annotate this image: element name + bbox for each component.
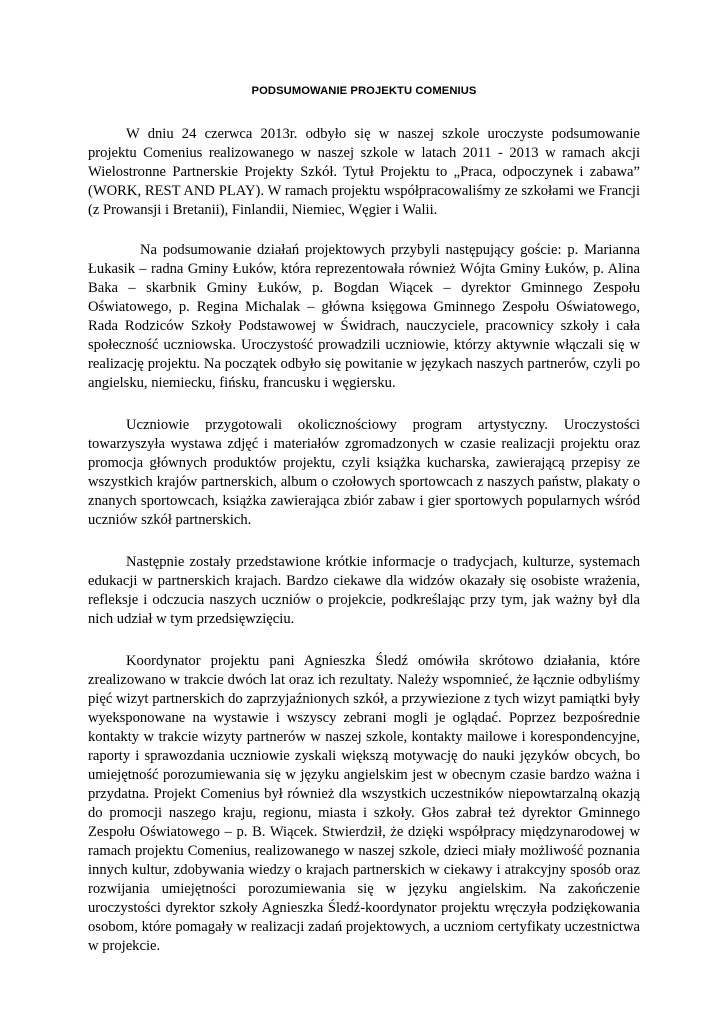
document-page: [88, 84, 640, 956]
paragraph-summary-intro: W dniu 24 czerwca 2013r. odbyło się w naszej szkole uroczyste podsumowanie projektu Comenius realizowanego w naszej szkole w latach 2011 - 2013 w ramach akcji Wielostronne Partnerskie Projekty Szkół. Tytuł Projektu to „Praca, odpoczynek i zabawa” (WORK, REST AND PLAY). W ramach projektu współpracowaliśmy ze szkołami we Francji (z Prowansji i Bretanii), Finlandii, Niemiec, Węgier i Walii.: [88, 126, 640, 218]
paragraph-artistic-program: Uczniowie przygotowali okolicznościowy program artystyczny. Uroczystości towarzyszyła wystawa zdjęć i materiałów zgromadzonych w czasie realizacji projektu oraz promocja głównych produktów projektu, czyli książka kucharska, zawierającą przepisy ze wszystkich krajów partnerskich, album o czołowych sportowcach z naszych państw, plakaty o znanych sportowcach, książka zawierająca zbiór zabaw i gier sportowych popularnych wśród uczniów szkół partnerskich.: [88, 417, 640, 528]
paragraph-guests: Na podsumowanie działań projektowych przybyli następujący goście: p. Marianna Łukasik – radna Gminy Łuków, która reprezentowała również Wójta Gminy Łuków, p. Alina Baka – skarbnik Gminy Łuków, p. Bogdan Wiącek – dyrektor Gminnego Zespołu Oświatowego, p. Regina Michalak – główna księgowa Gminnego Zespołu Oświatowego, Rada Rodziców Szkoły Podstawowej w Świdrach, nauczyciele, pracownicy szkoły i cała społeczność uczniowska. Uroczystość prowadzili uczniowie, którzy aktywnie włączali się w realizację projektu. Na początek odbyło się powitanie w językach naszych partnerów, czyli po angielsku, niemiecku, fińsku, francusku i węgiersku.: [88, 242, 640, 391]
paragraph-traditions-info: Następnie zostały przedstawione krótkie informacje o tradycjach, kulturze, systemach edukacji w partnerskich krajach. Bardzo ciekawe dla widzów okazały się osobiste wrażenia, refleksje i odczucia naszych uczniów o projekcie, podkreślając przy tym, jak ważny był dla nich udział w tym przedsięwzięciu.: [88, 554, 640, 627]
document-title: PODSUMOWANIE PROJEKTU COMENIUS: [251, 85, 477, 97]
paragraph-coordinator-report: Koordynator projektu pani Agnieszka Śledź omówiła skrótowo działania, które zrealizowano w trakcie dwóch lat oraz ich rezultaty. Należy wspomnieć, że łącznie odbyliśmy pięć wizyt partnerskich do zaprzyjaźnionych szkół, a przywiezione z tych wizyt pamiątki były wyeksponowane na wystawie i wszyscy zebrani mogli je oglądać. Poprzez bezpośrednie kontakty w trakcie wizyty partnerów w naszej szkole, kontakty mailowe i korespondencyjne, raporty i sprawozdania uczniowie zyskali większą motywację do nauki języków obcych, bo umiejętność porozumiewania się w języku angielskim jest w obecnym czasie bardzo ważna i przydatna. Projekt Comenius był również dla wszystkich uczestników niepowtarzalną okazją do promocji naszego kraju, regionu, miasta i szkoły. Głos zabrał też dyrektor Gminnego Zespołu Oświatowego – p. B. Wiącek. Stwierdził, że dzięki współpracy międzynarodowej w ramach projektu Comenius, realizowanego w naszej szkole, dzieci miały możliwość poznania innych kultur, zdobywania wiedzy o krajach partnerskich w ciekawy i atrakcyjny sposób oraz rozwijania umiejętności porozumiewania się w języku angielskim. Na zakończenie uroczystości dyrektor szkoły Agnieszka Śledź-koordynator projektu wręczyła podziękowania osobom, które pomagały w realizacji zadań projektowych, a uczniom certyfikaty uczestnictwa w projekcie.: [88, 653, 640, 954]
